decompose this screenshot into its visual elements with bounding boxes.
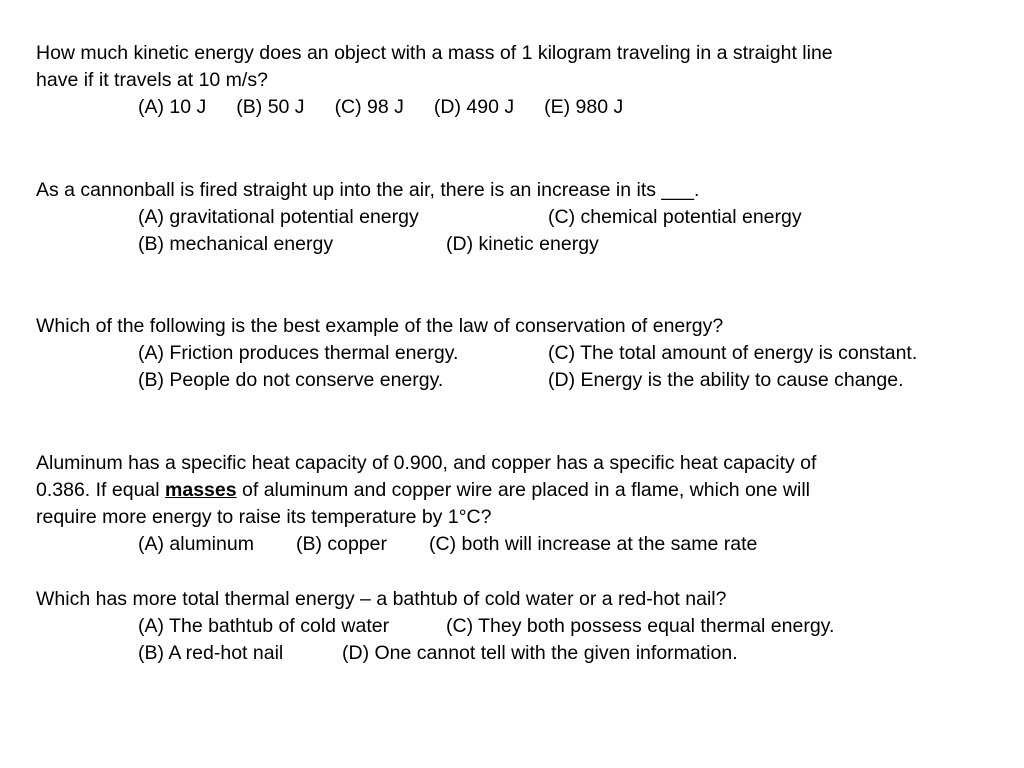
q5-option-d: (D) One cannot tell with the given information. <box>342 642 738 664</box>
q1-option-e: (E) 980 J <box>544 96 624 118</box>
q3-option-c: (C) The total amount of energy is constant. <box>548 342 918 364</box>
q1-option-c: (C) 98 J <box>334 96 404 118</box>
q5-text-line1: Which has more total thermal energy – a bathtub of cold water or a red-hot nail? <box>36 588 727 610</box>
q1-option-b: (B) 50 J <box>236 96 305 118</box>
q4-option-b: (B) copper <box>295 533 387 555</box>
q4-text-line3: require more energy to raise its temperature by 1°C? <box>36 506 492 528</box>
q5-option-b: (B) A red-hot nail <box>138 642 284 664</box>
q2-option-d: (D) kinetic energy <box>446 233 599 255</box>
q5-option-c: (C) They both possess equal thermal energy. <box>446 615 835 637</box>
q4-text-line2-pre: 0.386. If equal <box>36 479 166 501</box>
q2-text-line1: As a cannonball is fired straight up into the air, there is an increase in its ___. <box>36 179 700 201</box>
q1-option-d: (D) 490 J <box>433 96 515 118</box>
q2-option-b: (B) mechanical energy <box>138 233 334 255</box>
q4-text-line2 <box>36 477 810 504</box>
q5-option-a: (A) The bathtub of cold water <box>138 615 390 637</box>
q3-option-a: (A) Friction produces thermal energy. <box>138 342 459 364</box>
q4-options <box>138 531 757 558</box>
q1-option-a: (A) 10 J <box>138 96 207 118</box>
q4-emphasis-masses: masses <box>165 479 237 501</box>
q3-option-d: (D) Energy is the ability to cause change. <box>548 369 904 391</box>
q1-text-line1: How much kinetic energy does an object with a mass of 1 kilogram traveling in a straight line <box>36 42 833 64</box>
q4-text-line1: Aluminum has a specific heat capacity of 0.900, and copper has a specific heat capacity of <box>36 452 817 474</box>
q4-option-c: (C) both will increase at the same rate <box>429 533 758 555</box>
q1-options <box>138 94 623 121</box>
q2-option-c: (C) chemical potential energy <box>548 206 802 228</box>
q1-text-line2: have if it travels at 10 m/s? <box>36 69 268 91</box>
q4-option-a: (A) aluminum <box>138 533 254 555</box>
q3-option-b: (B) People do not conserve energy. <box>138 369 444 391</box>
q4-text-line2-post: of aluminum and copper wire are placed in a flame, which one will <box>236 479 810 501</box>
q2-option-a: (A) gravitational potential energy <box>138 206 419 228</box>
q3-text-line1: Which of the following is the best example of the law of conservation of energy? <box>36 315 724 337</box>
